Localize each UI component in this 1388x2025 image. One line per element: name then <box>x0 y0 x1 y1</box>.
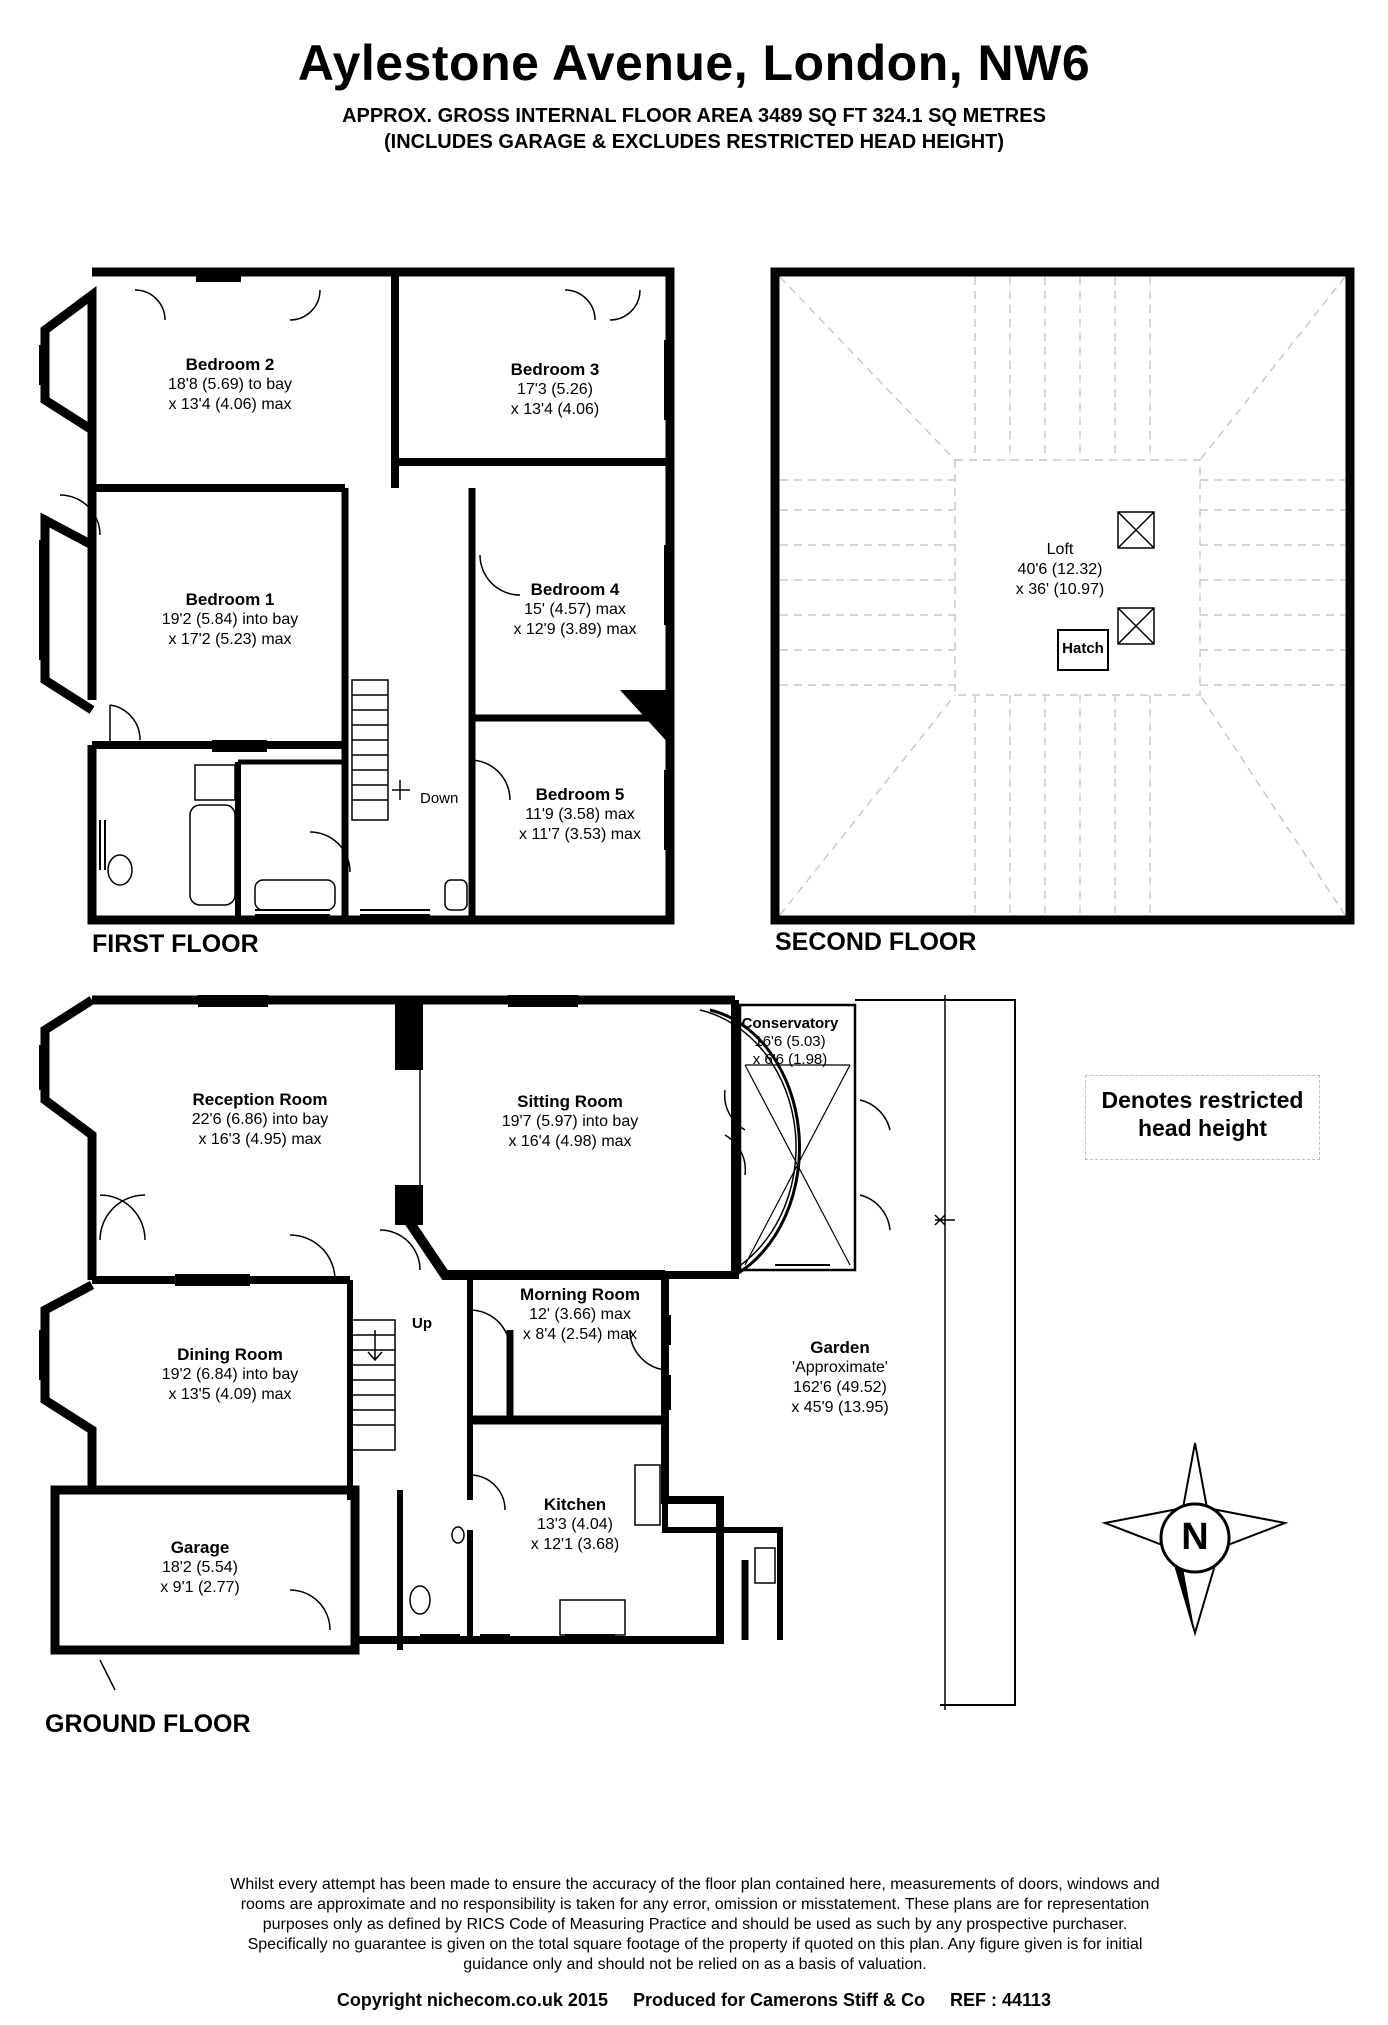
stairs-up-label: Up <box>412 1315 432 1332</box>
room-dimensions: 12' (3.66) max <box>529 1306 631 1323</box>
room-dimensions: 13'3 (4.04) <box>537 1516 613 1533</box>
room-dimensions: 18'8 (5.69) to bay <box>167 376 293 393</box>
room-bedroom-5 <box>500 785 660 845</box>
room-name: Conservatory <box>741 1015 839 1032</box>
room-note: 'Approximate' <box>792 1359 888 1376</box>
room-bedroom-3 <box>475 360 635 420</box>
ground-floor-label: GROUND FLOOR <box>45 1710 251 1738</box>
room-bedroom-4 <box>495 580 655 640</box>
hatch-label: Hatch <box>1062 640 1104 657</box>
room-name: Bedroom 1 <box>185 590 275 609</box>
room-bedroom-1 <box>140 590 320 650</box>
room-name: Garden <box>810 1338 870 1357</box>
disclaimer-line: purposes only as defined by RICS Code of Measuring Practice and should be used as such by any prospective purchaser. <box>262 1916 1128 1933</box>
copyright-footer: Copyright nichecom.co.uk 2015 Produced for Camerons Stiff & Co REF : 44113 <box>336 1990 1052 2010</box>
room-dimensions: 22'6 (6.86) into bay <box>191 1111 329 1128</box>
room-bedroom-2 <box>140 355 320 415</box>
room-dimensions: x 13'5 (4.09) max <box>168 1386 292 1403</box>
room-dimensions: 17'3 (5.26) <box>517 381 593 398</box>
room-dimensions: x 16'4 (4.98) max <box>508 1133 632 1150</box>
room-name: Bedroom 4 <box>530 580 620 599</box>
room-dimensions: 11'9 (3.58) max <box>525 806 635 823</box>
room-dimensions: x 12'1 (3.68) <box>530 1536 620 1553</box>
room-name: Bedroom 5 <box>535 785 625 804</box>
room-dimensions: x 9'1 (2.77) <box>160 1579 240 1596</box>
room-dimensions: x 17'2 (5.23) max <box>168 631 292 648</box>
room-dimensions: 40'6 (12.32) <box>1017 561 1103 578</box>
room-dimensions: 162'6 (49.52) <box>793 1379 887 1396</box>
room-morning <box>500 1285 660 1345</box>
first-floor-label: FIRST FLOOR <box>92 930 259 958</box>
area-summary: APPROX. GROSS INTERNAL FLOOR AREA 3489 SQ FT 324.1 SQ METRES <box>342 105 1046 127</box>
room-conservatory <box>725 1015 855 1069</box>
room-name: Kitchen <box>543 1495 607 1514</box>
page-title: Aylestone Avenue, London, NW6 <box>297 35 1091 91</box>
room-garden <box>765 1338 915 1418</box>
room-name: Reception Room <box>192 1090 328 1109</box>
disclaimer-line: rooms are approximate and no responsibility is taken for any error, omission or misstatement. These plans are for representation <box>240 1896 1150 1913</box>
room-dimensions: x 8'4 (2.54) max <box>522 1326 638 1343</box>
room-name: Sitting Room <box>517 1092 623 1111</box>
room-dimensions: x 12'9 (3.89) max <box>513 621 637 638</box>
room-dimensions: x 11'7 (3.53) max <box>519 826 641 843</box>
room-dimensions: x 45'9 (13.95) <box>791 1399 889 1416</box>
room-dimensions: x 16'3 (4.95) max <box>198 1131 322 1148</box>
room-dimensions: 15' (4.57) max <box>524 601 626 618</box>
north-label: N <box>1181 1516 1209 1558</box>
room-name: Dining Room <box>177 1345 283 1364</box>
room-name: Bedroom 3 <box>510 360 600 379</box>
legend-line: Denotes restricted <box>1101 1087 1304 1113</box>
room-dimensions: 16'6 (5.03) <box>754 1033 826 1050</box>
disclaimer-line: Specifically no guarantee is given on the total square footage of the property if quoted on this plan. Any figure given is for initial <box>247 1936 1143 1953</box>
room-dimensions: 19'2 (5.84) into bay <box>161 611 299 628</box>
legend-line: head height <box>1137 1115 1268 1141</box>
disclaimer-line: guidance only and should not be relied on as a basis of valuation. <box>463 1956 927 1973</box>
room-kitchen <box>500 1495 650 1555</box>
room-dimensions: 19'7 (5.97) into bay <box>501 1113 639 1130</box>
room-loft <box>990 540 1130 600</box>
disclaimer-text <box>150 1875 1240 1975</box>
second-floor-label: SECOND FLOOR <box>775 928 977 956</box>
room-dimensions: x 36' (10.97) <box>1015 581 1105 598</box>
room-reception <box>170 1090 350 1150</box>
room-name: Garage <box>170 1538 230 1557</box>
room-dimensions: x 13'4 (4.06) <box>510 401 600 418</box>
room-dimensions: 19'2 (6.84) into bay <box>161 1366 299 1383</box>
restricted-height-legend <box>1085 1075 1320 1160</box>
room-name: Loft <box>1046 541 1074 558</box>
room-sitting <box>480 1092 660 1152</box>
room-dining <box>140 1345 320 1405</box>
room-garage <box>130 1538 270 1598</box>
area-note: (INCLUDES GARAGE & EXCLUDES RESTRICTED HEAD HEIGHT) <box>383 131 1005 153</box>
disclaimer-line: Whilst every attempt has been made to ensure the accuracy of the floor plan contained here, measurements of doors, windows and <box>230 1876 1160 1893</box>
room-dimensions: 18'2 (5.54) <box>162 1559 238 1576</box>
room-dimensions: x 6'6 (1.98) <box>752 1051 828 1068</box>
room-dimensions: x 13'4 (4.06) max <box>168 396 292 413</box>
room-name: Morning Room <box>520 1285 640 1304</box>
stairs-down-label: Down <box>420 790 459 807</box>
room-name: Bedroom 2 <box>185 355 275 374</box>
